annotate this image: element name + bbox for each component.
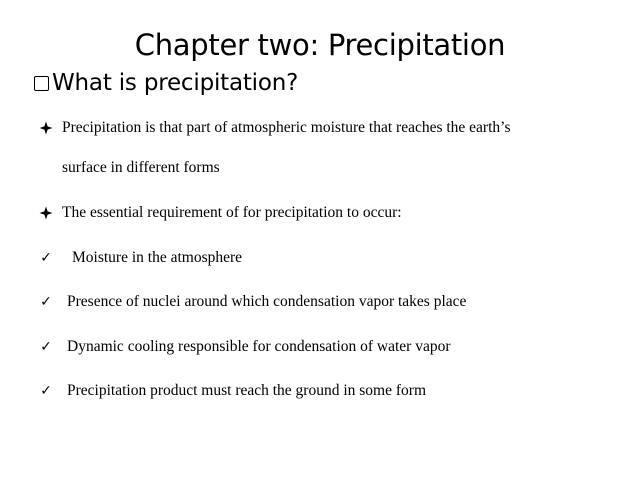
checklist-text: Moisture in the atmosphere bbox=[72, 249, 243, 266]
bullet-text: The essential requirement of for precipitation to occur: bbox=[62, 204, 402, 221]
checklist-text: Dynamic cooling responsible for condensation of water vapor bbox=[67, 338, 451, 355]
question-text: What is precipitation? bbox=[52, 70, 299, 96]
slide-title: Chapter two: Precipitation bbox=[134, 28, 506, 62]
diamond-bullet-icon bbox=[38, 118, 54, 138]
check-icon: ✓ bbox=[40, 339, 52, 355]
check-icon: ✓ bbox=[40, 294, 52, 310]
checklist-text: Precipitation product must reach the ground in some form bbox=[67, 382, 426, 399]
bullet-text-continued: surface in different forms bbox=[62, 159, 220, 176]
diamond-bullet-icon bbox=[38, 203, 54, 223]
checklist-text: Presence of nuclei around which condensation vapor takes place bbox=[67, 293, 467, 310]
bullet-text: Precipitation is that part of atmospheric moisture that reaches the earth’s bbox=[62, 119, 511, 136]
check-icon: ✓ bbox=[40, 250, 52, 266]
checkbox-square-icon bbox=[34, 76, 49, 91]
question-heading bbox=[34, 67, 298, 99]
check-icon: ✓ bbox=[40, 383, 52, 399]
